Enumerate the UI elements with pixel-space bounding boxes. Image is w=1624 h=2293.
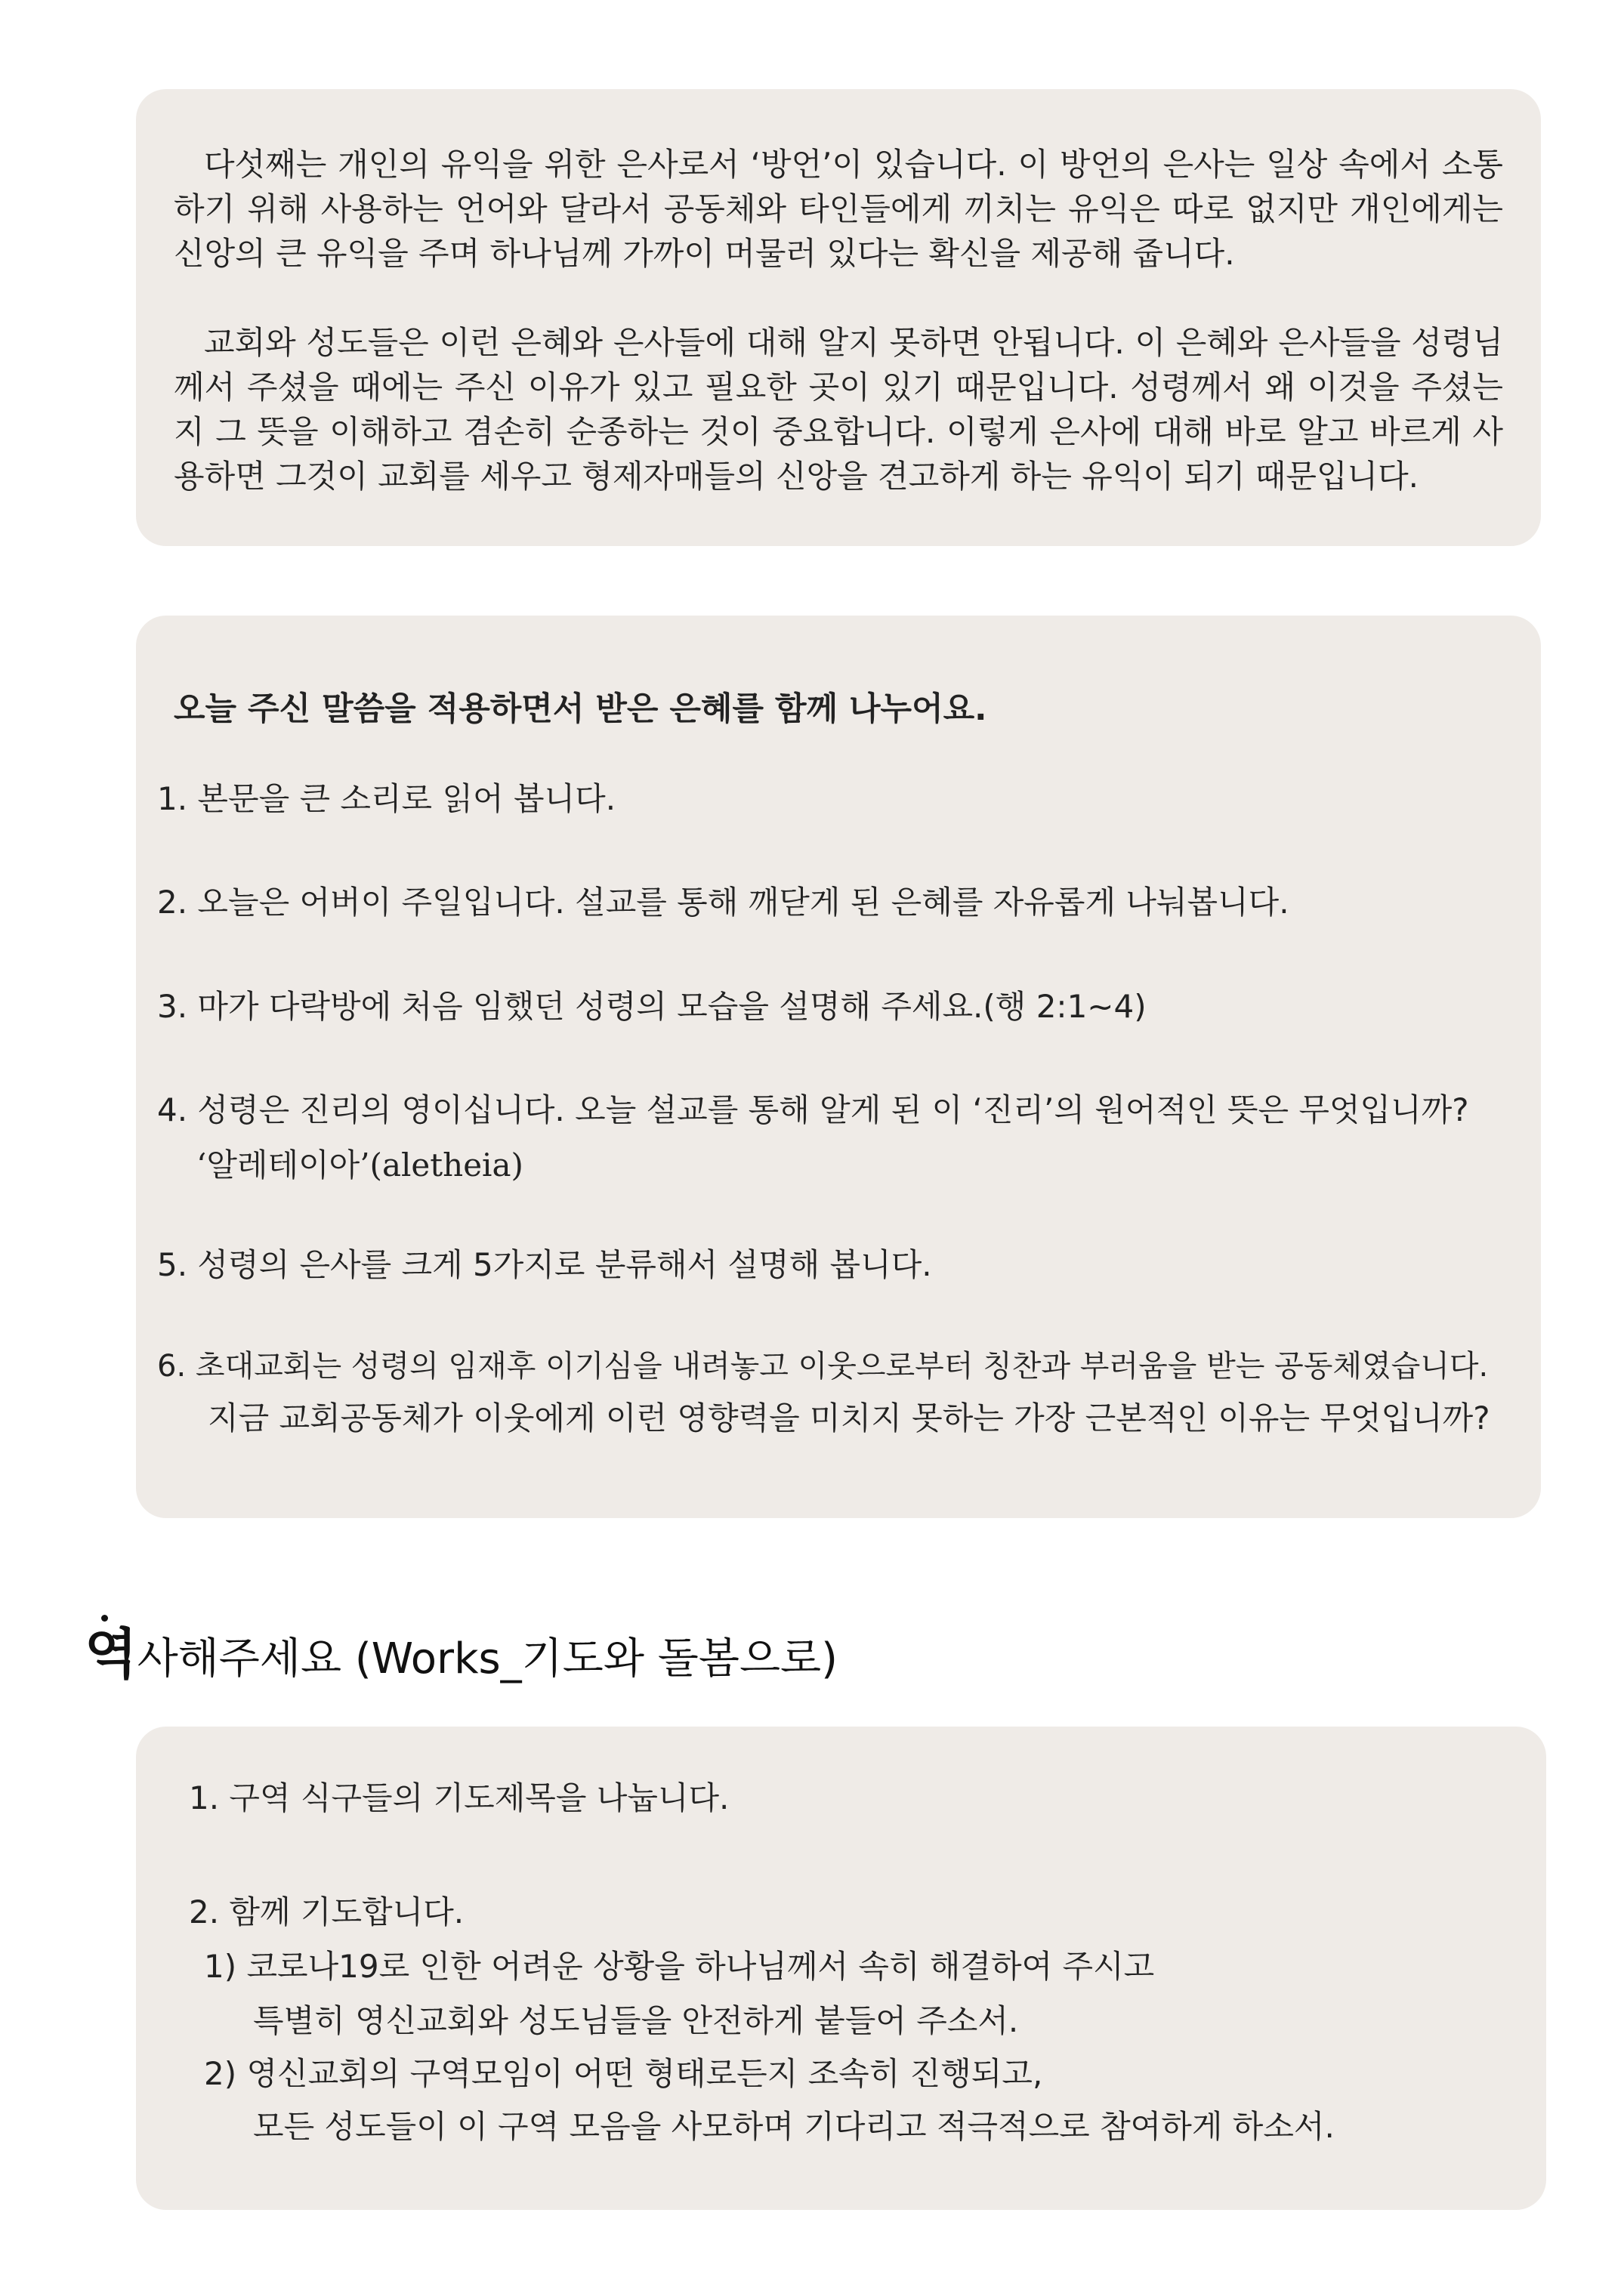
paragraph-grace-and-gifts: 교회와 성도들은 이런 은혜와 은사들에 대해 알지 못하면 안됩니다. 이 은혜와 은사들을 성령님께서 주셨을 때에는 주신 이유가 있고 필요한 곳이 있기 때문입니다. 성령께서 왜 이것을 주셨는지 그 뜻을 이해하고 겸손히 순종하는 것이 중요합니다. 이렇게 은사에 대해 바로 알고 바르게 사용하면 그것이 교회를 세우고 형제자매들의 신앙을 견고하게 하는 유익이 되기 때문입니다. bbox=[174, 324, 1503, 495]
section-title bbox=[85, 1624, 838, 1690]
question-1: 1. 본문을 큰 소리로 읽어 봅니다. bbox=[157, 780, 616, 817]
gifts-explanation-box bbox=[136, 89, 1541, 546]
question-4-answer: ‘알레테이아’(aletheia) bbox=[196, 1146, 523, 1184]
section-title-rest: 사해주세요 (Works_기도와 돌봄으로) bbox=[137, 1634, 838, 1683]
question-4: 4. 성령은 진리의 영이십니다. 오늘 설교를 통해 알게 된 이 ‘진리’의 원어적인 뜻은 무엇입니까? bbox=[157, 1091, 1469, 1128]
question-3: 3. 마가 다락방에 처음 임했던 성령의 모습을 설명해 주세요.(행 2:1~4) bbox=[157, 988, 1147, 1025]
prayer-sub-2-continued: 모든 성도들이 이 구역 모음을 사모하며 기다리고 적극적으로 참여하게 하소서. bbox=[253, 2108, 1335, 2145]
prayer-sub-1-continued: 특별히 영신교회와 성도님들을 안전하게 붙들어 주소서. bbox=[253, 2002, 1019, 2039]
prayer-sub-1: 1) 코로나19로 인한 어려운 상황을 하나님께서 속히 해결하여 주시고 bbox=[204, 1948, 1155, 1985]
question-5: 5. 성령의 은사를 크게 5가지로 분류해서 설명해 봅니다. bbox=[157, 1246, 932, 1283]
section-title-first-char: 역 bbox=[85, 1622, 137, 1686]
question-6-continued: 지금 교회공동체가 이웃에게 이런 영향력을 미치지 못하는 가장 근본적인 이유는 무엇입니까? bbox=[208, 1400, 1490, 1437]
prayer-box bbox=[136, 1727, 1546, 2210]
discussion-questions-box bbox=[136, 616, 1541, 1518]
prayer-sub-2: 2) 영신교회의 구역모임이 어떤 형태로든지 조속히 진행되고, bbox=[204, 2055, 1043, 2092]
paragraph-tongues: 다섯째는 개인의 유익을 위한 은사로서 ‘방언’이 있습니다. 이 방언의 은사는 일상 속에서 소통하기 위해 사용하는 언어와 달라서 공동체와 타인들에게 끼치는 유익은 따로 없지만 개인에게는 신앙의 큰 유익을 주며 하나님께 가까이 머물러 있다는 확신을 제공해 줍니다. bbox=[174, 146, 1503, 272]
question-6: 6. 초대교회는 성령의 임재후 이기심을 내려놓고 이웃으로부터 칭찬과 부러움을 받는 공동체였습니다. bbox=[157, 1349, 1489, 1384]
discussion-heading: 오늘 주신 말씀을 적용하면서 받은 은혜를 함께 나누어요. bbox=[174, 690, 987, 728]
prayer-item-1: 1. 구역 식구들의 기도제목을 나눕니다. bbox=[189, 1779, 730, 1816]
question-2: 2. 오늘은 어버이 주일입니다. 설교를 통해 깨닫게 된 은혜를 자유롭게 나눠봅니다. bbox=[157, 884, 1289, 921]
prayer-item-2: 2. 함께 기도합니다. bbox=[189, 1893, 465, 1930]
